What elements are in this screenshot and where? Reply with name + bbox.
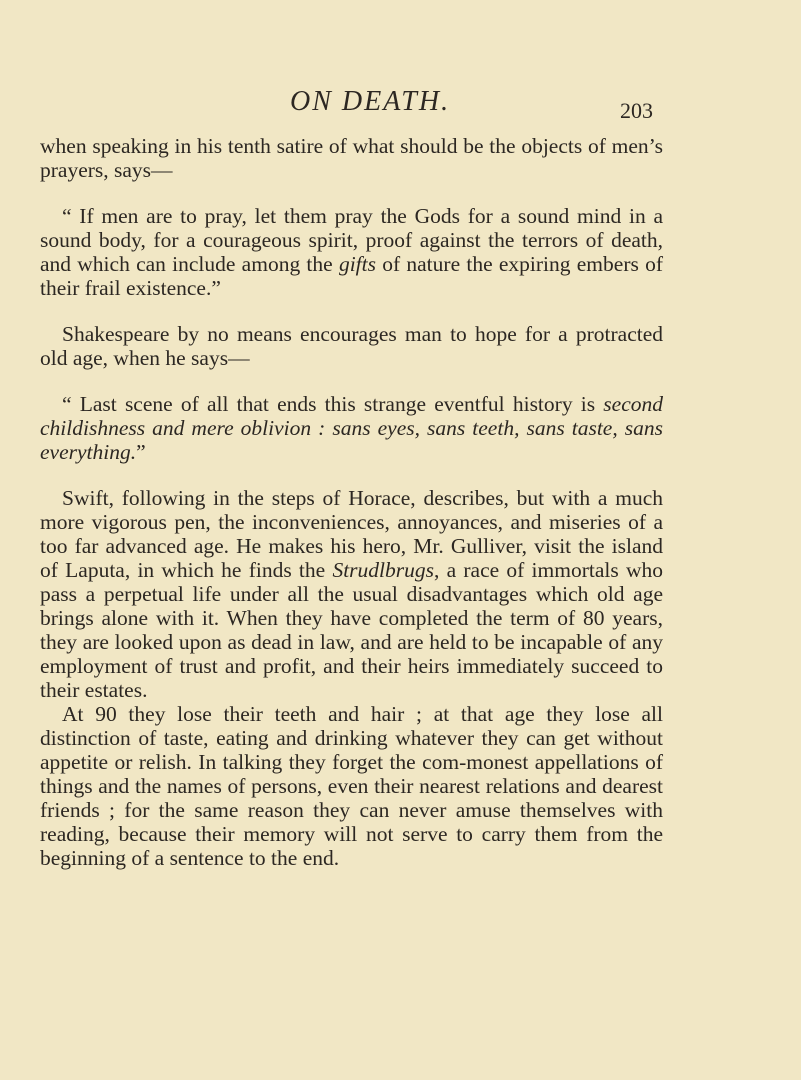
page-number: 203 bbox=[620, 98, 653, 123]
emphasis-strudlbrugs: Strudlbrugs bbox=[332, 558, 434, 582]
running-head: ON DEATH. bbox=[290, 86, 451, 117]
paragraph-juvenal-quote: “ If men are to pray, let them pray the Gods for a sound mind in a sound body, for a courageous spirit, proof against the terrors of death, and which can include among the gifts of nature the expiring embers of their frail existence.” bbox=[40, 204, 663, 300]
emphasis-quote: second childishness and mere oblivion : sans eyes, sans teeth, sans taste, sans everything. bbox=[40, 392, 663, 464]
paragraph-shakespeare-quote: “ Last scene of all that ends this strange eventful history is second childishness and mere oblivion : sans eyes, sans teeth, sans taste, sans everything.” bbox=[40, 392, 663, 464]
emphasis-gifts: gifts bbox=[338, 252, 376, 276]
paragraph-1: when speaking in his tenth satire of what should be the objects of men’s prayers, says— bbox=[40, 134, 663, 182]
paragraph-swift: Swift, following in the steps of Horace, describes, but with a much more vigorous pen, the inconveniences, annoyances, and miseries of a too far advanced age. He makes his hero, Mr. Gulliver, visit the island of Laputa, in which he finds the Strudlbrugs, a race of immortals who pass a perpetual life under all the usual disadvantages which old age brings alone with it. When they have completed the term of 80 years, they are looked upon as dead in law, and are held to be incapable of any employment of trust and profit, and their heirs immediately succeed to their estates. bbox=[40, 486, 663, 702]
paragraph-shakespeare: Shakespeare by no means encourages man to hope for a protracted old age, when he says— bbox=[40, 322, 663, 370]
paragraph-age-ninety: At 90 they lose their teeth and hair ; at that age they lose all distinction of taste, eating and drinking whatever they can get without appetite or relish. In talking they forget the com-monest appellations of things and the names of persons, even their nearest relations and dearest friends ; for the same reason they can never amuse themselves with reading, because their memory will not serve to carry them from the beginning of a sentence to the end. bbox=[40, 702, 663, 870]
body-text bbox=[40, 134, 663, 870]
page-header bbox=[0, 86, 801, 123]
